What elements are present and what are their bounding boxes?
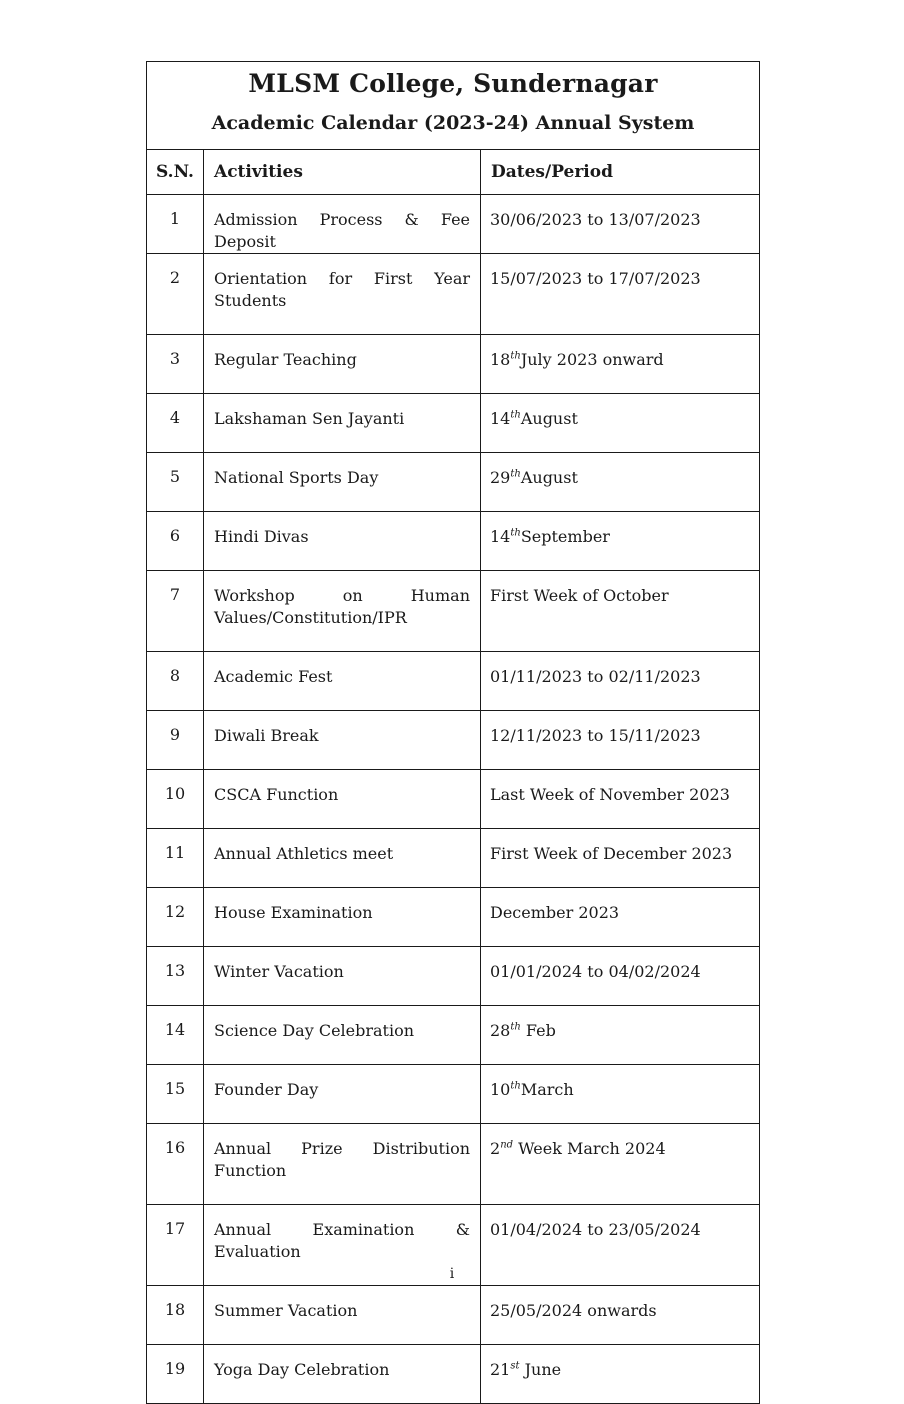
- table-row: [147, 1286, 760, 1345]
- date-main: 12/11/2023 to 15/11/2023: [490, 726, 701, 745]
- row-serial-number: 17: [147, 1205, 204, 1286]
- table-row: [147, 1124, 760, 1205]
- table-body: [147, 195, 760, 1404]
- date-main: 2: [490, 1139, 501, 1158]
- row-date-period: [481, 1345, 760, 1404]
- row-date-period: [481, 453, 760, 512]
- date-rest: September: [520, 527, 610, 546]
- date-ordinal-suffix: th: [510, 468, 521, 480]
- row-date-period: [481, 652, 760, 711]
- date-rest: Week March 2024: [513, 1139, 666, 1158]
- row-activity: Diwali Break: [204, 711, 481, 770]
- row-date-period: [481, 829, 760, 888]
- row-date-period: [481, 770, 760, 829]
- row-date-period: [481, 888, 760, 947]
- date-main: 30/06/2023 to 13/07/2023: [490, 210, 701, 229]
- row-serial-number: 19: [147, 1345, 204, 1404]
- row-activity: Summer Vacation: [204, 1286, 481, 1345]
- date-ordinal-suffix: nd: [500, 1139, 514, 1151]
- row-activity: Admission Process & Fee Deposit: [204, 195, 481, 254]
- row-serial-number: 11: [147, 829, 204, 888]
- column-header-dates: Dates/Period: [481, 150, 760, 195]
- date-main: 18: [490, 350, 511, 369]
- row-serial-number: 3: [147, 335, 204, 394]
- page-number: i: [449, 1266, 455, 1282]
- date-ordinal-suffix: th: [510, 409, 521, 421]
- row-activity: Annual Examination & Evaluation: [204, 1205, 481, 1286]
- date-main: December 2023: [490, 903, 620, 922]
- table-row: [147, 1065, 760, 1124]
- date-main: 10: [490, 1080, 511, 1099]
- row-date-period: [481, 1065, 760, 1124]
- date-rest: August: [520, 409, 578, 428]
- table-row: [147, 652, 760, 711]
- row-activity: Workshop on Human Values/Constitution/IPR: [204, 571, 481, 652]
- row-serial-number: 2: [147, 254, 204, 335]
- column-header-activities: Activities: [204, 150, 481, 195]
- row-serial-number: 13: [147, 947, 204, 1006]
- row-serial-number: 4: [147, 394, 204, 453]
- row-activity: Annual Prize Distribution Function: [204, 1124, 481, 1205]
- row-serial-number: 7: [147, 571, 204, 652]
- date-rest: March: [520, 1080, 574, 1099]
- row-serial-number: 15: [147, 1065, 204, 1124]
- row-date-period: [481, 335, 760, 394]
- row-activity: Annual Athletics meet: [204, 829, 481, 888]
- row-activity: Hindi Divas: [204, 512, 481, 571]
- date-main: 28: [490, 1021, 511, 1040]
- row-activity: Lakshaman Sen Jayanti: [204, 394, 481, 453]
- row-date-period: [481, 1286, 760, 1345]
- table-row: [147, 1006, 760, 1065]
- table-row: [147, 335, 760, 394]
- date-main: First Week of December 2023: [490, 844, 733, 863]
- date-main: Last Week of November 2023: [490, 785, 730, 804]
- row-activity: Orientation for First Year Students: [204, 254, 481, 335]
- date-rest: June: [519, 1360, 562, 1379]
- date-main: 21: [490, 1360, 511, 1379]
- row-serial-number: 12: [147, 888, 204, 947]
- table-row: [147, 394, 760, 453]
- row-serial-number: 14: [147, 1006, 204, 1065]
- row-date-period: [481, 947, 760, 1006]
- date-main: 15/07/2023 to 17/07/2023: [490, 269, 701, 288]
- table-row: [147, 888, 760, 947]
- row-serial-number: 5: [147, 453, 204, 512]
- row-serial-number: 10: [147, 770, 204, 829]
- date-ordinal-suffix: th: [510, 350, 521, 362]
- row-activity: Academic Fest: [204, 652, 481, 711]
- date-main: 29: [490, 468, 511, 487]
- row-activity: National Sports Day: [204, 453, 481, 512]
- table-row: [147, 195, 760, 254]
- table-header-row: [147, 150, 760, 195]
- row-activity: Science Day Celebration: [204, 1006, 481, 1065]
- row-activity: Founder Day: [204, 1065, 481, 1124]
- date-main: 01/01/2024 to 04/02/2024: [490, 962, 701, 981]
- row-date-period: [481, 711, 760, 770]
- date-rest: July 2023 onward: [520, 350, 664, 369]
- row-serial-number: 1: [147, 195, 204, 254]
- row-date-period: [481, 1006, 760, 1065]
- date-ordinal-suffix: th: [510, 527, 521, 539]
- college-title: MLSM College, Sundernagar: [248, 69, 658, 98]
- table-row: [147, 829, 760, 888]
- column-header-sn: S.N.: [147, 150, 204, 195]
- table-row: [147, 254, 760, 335]
- table-row: [147, 770, 760, 829]
- date-ordinal-suffix: th: [510, 1080, 521, 1092]
- table-row: [147, 947, 760, 1006]
- row-date-period: [481, 195, 760, 254]
- row-activity: CSCA Function: [204, 770, 481, 829]
- row-date-period: [481, 254, 760, 335]
- row-serial-number: 18: [147, 1286, 204, 1345]
- date-main: 01/11/2023 to 02/11/2023: [490, 667, 701, 686]
- table-row: [147, 1345, 760, 1404]
- date-main: 14: [490, 409, 511, 428]
- calendar-subtitle: Academic Calendar (2023-24) Annual System: [211, 112, 695, 134]
- table-row: [147, 711, 760, 770]
- row-serial-number: 16: [147, 1124, 204, 1205]
- date-rest: Feb: [520, 1021, 556, 1040]
- date-rest: August: [520, 468, 578, 487]
- row-activity: Yoga Day Celebration: [204, 1345, 481, 1404]
- row-serial-number: 8: [147, 652, 204, 711]
- date-main: 14: [490, 527, 511, 546]
- title-cell: [147, 62, 760, 150]
- date-ordinal-suffix: th: [510, 1021, 521, 1033]
- row-activity: Regular Teaching: [204, 335, 481, 394]
- table-row: [147, 453, 760, 512]
- row-activity: Winter Vacation: [204, 947, 481, 1006]
- row-serial-number: 9: [147, 711, 204, 770]
- table-row: [147, 571, 760, 652]
- row-date-period: [481, 512, 760, 571]
- row-date-period: [481, 1124, 760, 1205]
- row-serial-number: 6: [147, 512, 204, 571]
- row-date-period: [481, 394, 760, 453]
- date-main: 25/05/2024 onwards: [490, 1301, 657, 1320]
- row-activity: House Examination: [204, 888, 481, 947]
- date-main: 01/04/2024 to 23/05/2024: [490, 1220, 701, 1239]
- date-ordinal-suffix: st: [510, 1360, 520, 1372]
- academic-calendar-table: [146, 61, 760, 1404]
- row-date-period: [481, 571, 760, 652]
- table-row: [147, 512, 760, 571]
- date-main: First Week of October: [490, 586, 669, 605]
